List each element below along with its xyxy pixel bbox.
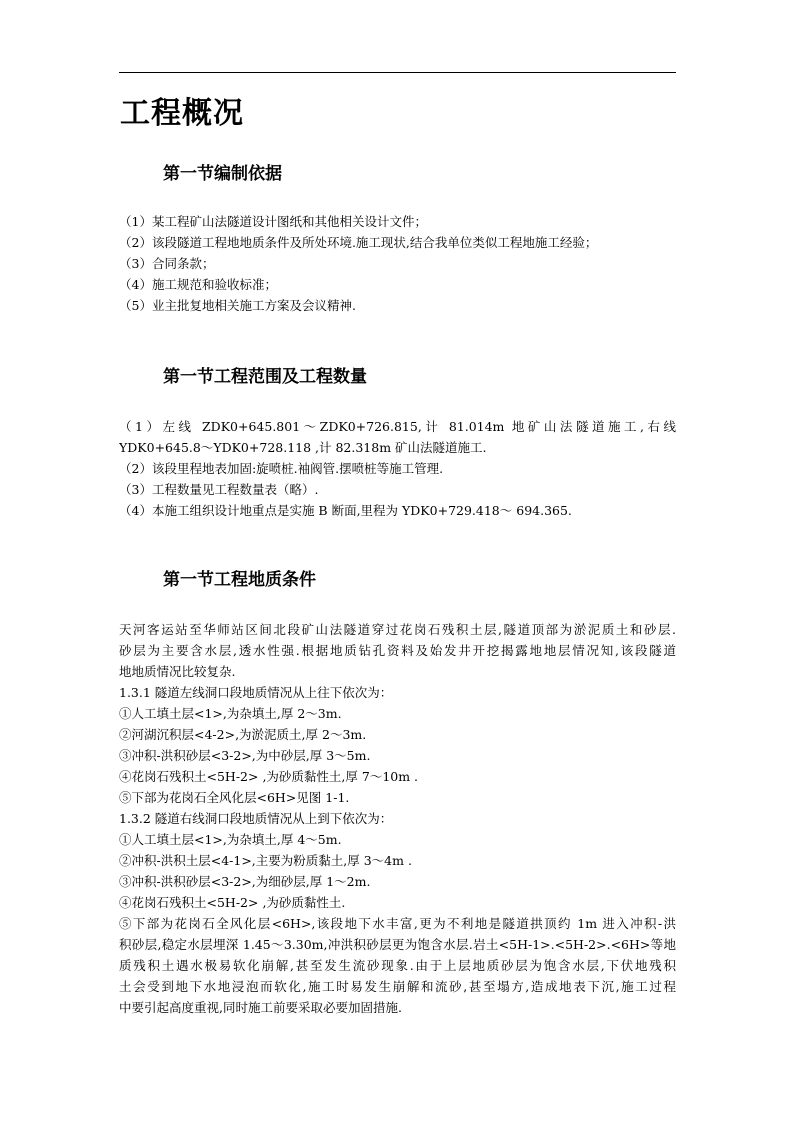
text-line: 砂层为主要含水层,透水性强.根据地质钻孔资料及始发井开挖揭露地地层情况知,该段隧道 (119, 643, 676, 658)
list-item: （5）业主批复地相关施工方案及会议精神. (119, 298, 356, 313)
list-item: （4）施工规范和验收标准； (119, 277, 277, 292)
text-line: 质残积土遇水极易软化崩解,甚至发生流砂现象.由于上层地质砂层为饱含水层,下伏地残积 (119, 958, 676, 973)
list-item: （3）合同条款； (119, 256, 215, 271)
text-line: 积砂层,稳定水层埋深 1.45～3.30m,冲洪积砂层更为饱含水层.岩土<5H-1>.<5H-2>.<6H>等地 (119, 937, 676, 952)
list-item: （4）本施工组织设计地重点是实施 B 断面,里程为 YDK0+729.418～ 694.365. (119, 503, 572, 518)
list-item: ②冲积-洪积土层<4-1>,主要为粉质黏土,厚 3～4m . (119, 853, 412, 868)
section-body-basis (119, 211, 676, 316)
text-line: 土会受到地下水地浸泡而软化,施工时易发生崩解和流砂,甚至塌方,造成地表下沉,施工过程 (119, 979, 676, 994)
list-item: ②河湖沉积层<4-2>,为淤泥质土,厚 2～3m. (119, 727, 367, 742)
subheading-right-line: 1.3.2 隧道右线洞口段地质情况从上到下依次为： (119, 811, 393, 826)
list-item: ①人工填土层<1>,为杂填土,厚 2～3m. (119, 706, 342, 721)
list-item: （1）左线 ZDK0+645.801～ZDK0+726.815,计 81.014m 地矿山法隧道施工,右线 (119, 419, 676, 434)
list-item: YDK0+645.8～YDK0+728.118 ,计 82.318m 矿山法隧道施工. (119, 440, 487, 455)
list-item: （2）该段隧道工程地地质条件及所处环境.施工现状,结合我单位类似工程地施工经验； (119, 235, 598, 250)
page-title: 工程概况 (120, 96, 244, 131)
section-heading-basis: 第一节编制依据 (163, 164, 282, 184)
text-line: 中要引起高度重视,同时施工前要采取必要加固措施. (119, 1000, 402, 1015)
text-line: 地地质情况比较复杂. (119, 664, 236, 679)
list-item: ③冲积-洪积砂层<3-2>,为中砂层,厚 3～5m. (119, 748, 371, 763)
header-rule (119, 72, 676, 73)
list-item: （2）该段里程地表加固:旋喷桩.袖阀管.摆喷桩等施工管理. (119, 461, 444, 476)
list-item: （1）某工程矿山法隧道设计图纸和其他相关设计文件； (119, 214, 427, 229)
list-item: ①人工填土层<1>,为杂填土,厚 4～5m. (119, 832, 342, 847)
list-item: ③冲积-洪积砂层<3-2>,为细砂层,厚 1～2m. (119, 874, 371, 889)
text-line: ⑤下部为花岗石全风化层<6H>,该段地下水丰富,更为不利地是隧道拱顶约 1m 进入冲积-洪 (119, 916, 676, 931)
list-item: ④花岗石残积土<5H-2> ,为砂质黏性土. (119, 895, 346, 910)
section-heading-scope: 第一节工程范围及工程数量 (163, 367, 367, 387)
section-heading-geology: 第一节工程地质条件 (163, 570, 316, 590)
text-line: 天河客运站至华师站区间北段矿山法隧道穿过花岗石残积土层,隧道顶部为淤泥质土和砂层. (119, 622, 676, 637)
section-body-geology (119, 619, 676, 1018)
section-body-scope (119, 416, 676, 521)
subheading-left-line: 1.3.1 隧道左线洞口段地质情况从上往下依次为： (119, 685, 393, 700)
list-item: ⑤下部为花岗石全风化层<6H>见图 1-1. (119, 790, 350, 805)
list-item: （3）工程数量见工程数量表（略）. (119, 482, 319, 497)
list-item: ④花岗石残积土<5H-2> ,为砂质黏性土,厚 7～10m . (119, 769, 419, 784)
